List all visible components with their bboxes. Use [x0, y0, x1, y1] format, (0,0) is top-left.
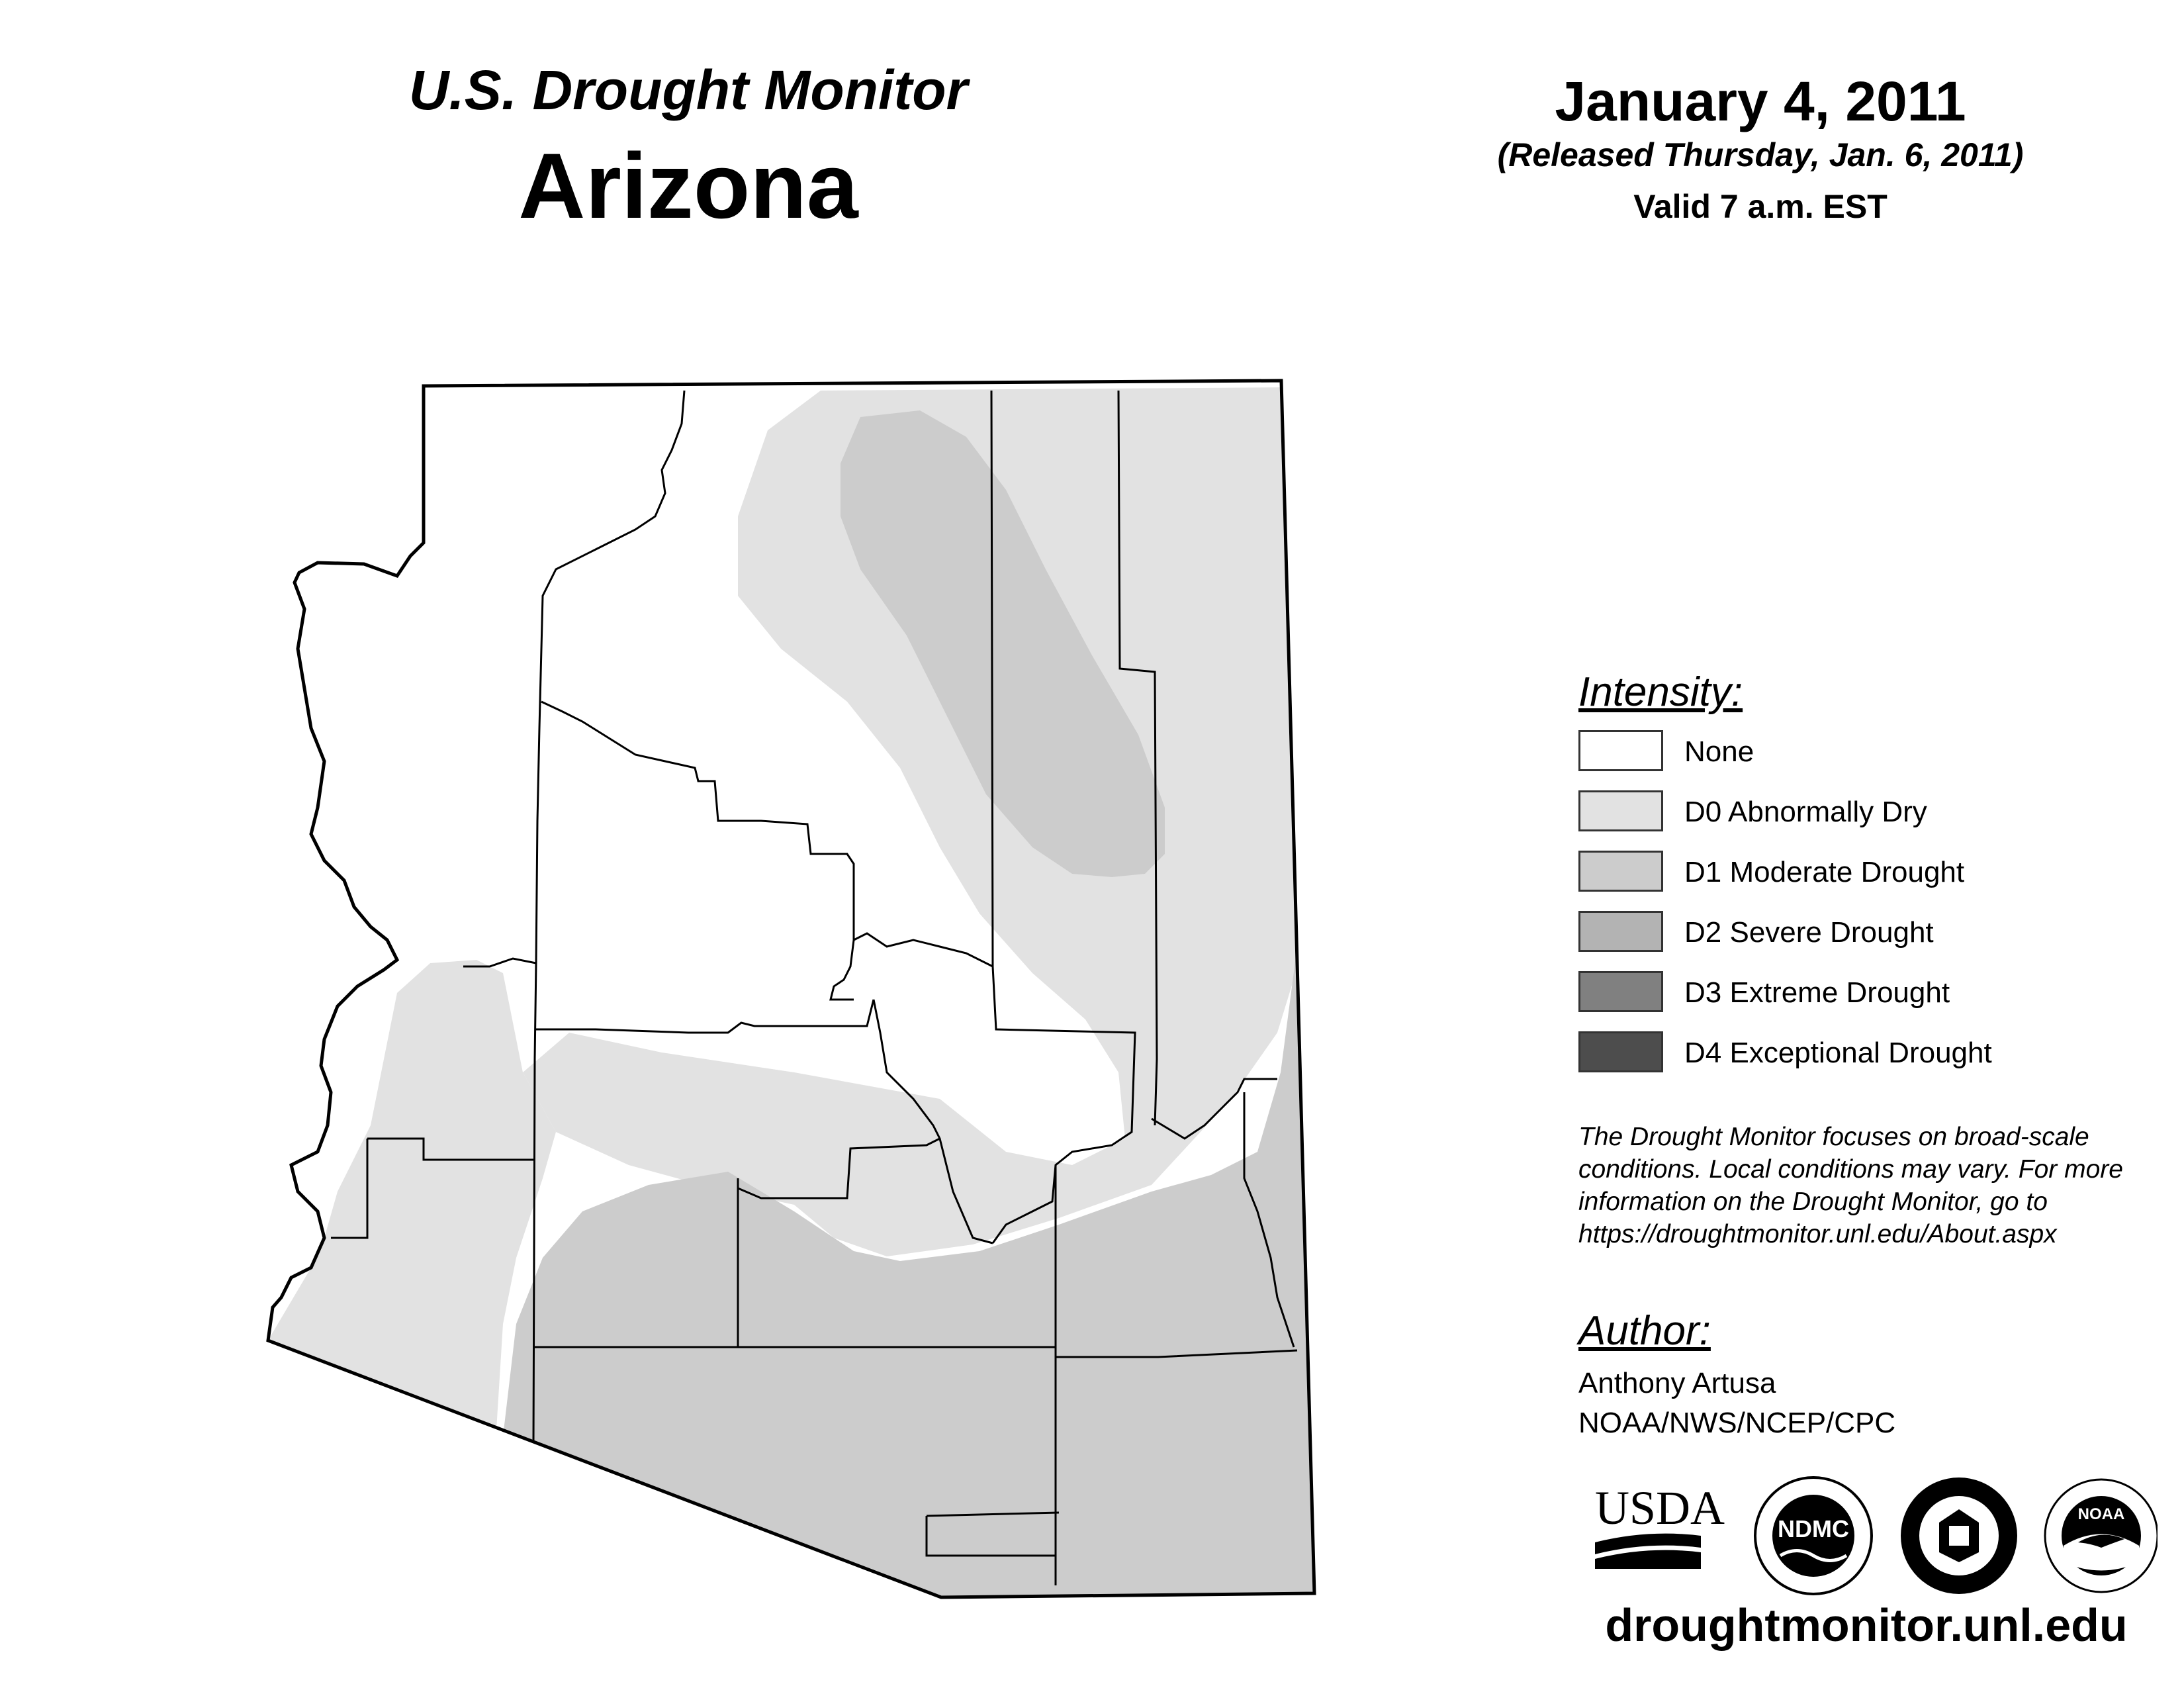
disclaimer-line: information on the Drought Monitor, go to	[1578, 1188, 2048, 1216]
legend-item-none	[1578, 730, 2174, 790]
legend-title: Intensity:	[1578, 669, 1743, 715]
valid-time: Valid 7 a.m. EST	[1633, 188, 1888, 225]
agency-logos	[1588, 1470, 2158, 1595]
commerce-seal	[1901, 1477, 2017, 1594]
legend-label: D4 Exceptional Drought	[1684, 1037, 1992, 1069]
legend-item-d1	[1578, 851, 2174, 911]
website-url[interactable]: droughtmonitor.unl.edu	[1605, 1599, 2128, 1651]
legend-swatch	[1578, 851, 1663, 892]
disclaimer	[1578, 1121, 2174, 1250]
author-name: Anthony Artusa	[1578, 1367, 1776, 1399]
map-subtitle: U.S. Drought Monitor	[408, 59, 968, 121]
legend-swatch	[1578, 971, 1663, 1012]
release-date: (Released Thursday, Jan. 6, 2011)	[1497, 136, 2024, 173]
legend-label: None	[1684, 735, 1754, 768]
author-title: Author:	[1578, 1308, 1711, 1354]
legend-swatch	[1578, 730, 1663, 771]
legend-swatch	[1578, 1031, 1663, 1072]
ndmc-logo-text: NDMC	[1778, 1515, 1849, 1542]
legend	[1578, 669, 2174, 1092]
map-title: Arizona	[518, 134, 858, 238]
legend-swatch	[1578, 911, 1663, 952]
legend-label: D1 Moderate Drought	[1684, 856, 1965, 888]
legend-label: D2 Severe Drought	[1684, 916, 1934, 949]
disclaimer-line: The Drought Monitor focuses on broad-scale	[1578, 1123, 2089, 1151]
noaa-logo-text: NOAA	[2077, 1505, 2125, 1523]
usda-logo	[1595, 1481, 1725, 1569]
legend-item-d0	[1578, 790, 2174, 851]
noaa-logo	[2045, 1479, 2158, 1592]
disclaimer-link[interactable]: https://droughtmonitor.unl.edu/About.aspx	[1578, 1220, 2057, 1248]
legend-item-d4	[1578, 1031, 2174, 1092]
usda-logo-text: USDA	[1595, 1481, 1725, 1534]
author-org: NOAA/NWS/NCEP/CPC	[1578, 1407, 1896, 1439]
legend-swatch	[1578, 790, 1663, 831]
map-date: January 4, 2011	[1555, 70, 1966, 132]
legend-item-d3	[1578, 971, 2174, 1031]
disclaimer-line: conditions. Local conditions may vary. For more	[1578, 1155, 2123, 1184]
legend-item-d2	[1578, 911, 2174, 971]
legend-label: D3 Extreme Drought	[1684, 976, 1950, 1009]
ndmc-logo	[1755, 1477, 1872, 1594]
legend-label: D0 Abnormally Dry	[1684, 796, 1927, 828]
